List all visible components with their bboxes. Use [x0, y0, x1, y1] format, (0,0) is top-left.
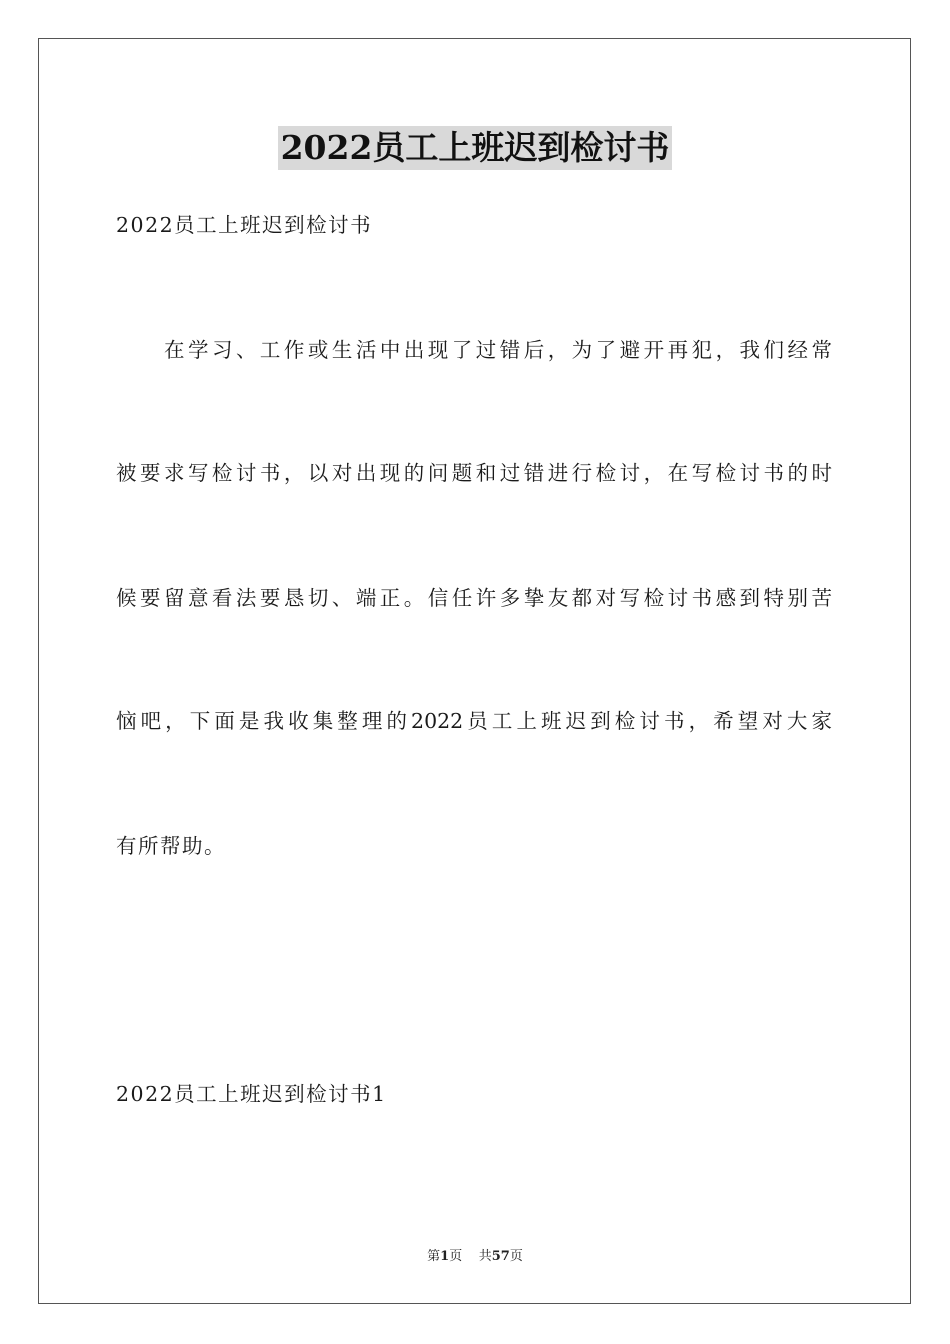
paragraph-line-4: 恼吧，下面是我收集整理的2022员工上班迟到检讨书，希望对大家: [116, 709, 832, 733]
footer-page-number: 1: [440, 1249, 450, 1264]
footer-page-unit: 页: [449, 1249, 463, 1264]
footer-prefix: 第: [427, 1249, 441, 1264]
paragraph-line-5: 有所帮助。: [116, 834, 226, 858]
footer-total-prefix: 共: [478, 1249, 492, 1264]
document-title: 2022员工上班迟到检讨书: [278, 126, 673, 170]
section-heading: 2022员工上班迟到检讨书1: [116, 1082, 387, 1106]
page-footer: [0, 1248, 950, 1266]
paragraph-line-1: 在学习、工作或生活中出现了过错后，为了避开再犯，我们经常: [164, 338, 832, 362]
paragraph-line-3: 候要留意看法要恳切、端正。信任许多挚友都对写检讨书感到特别苦: [116, 586, 832, 610]
title-container: [0, 126, 950, 170]
footer-total-pages: 57: [491, 1249, 510, 1264]
paragraph-line-2: 被要求写检讨书，以对出现的问题和过错进行检讨，在写检讨书的时: [116, 461, 832, 485]
footer-total-unit: 页: [509, 1249, 523, 1264]
document-subtitle: 2022员工上班迟到检讨书: [116, 213, 373, 237]
